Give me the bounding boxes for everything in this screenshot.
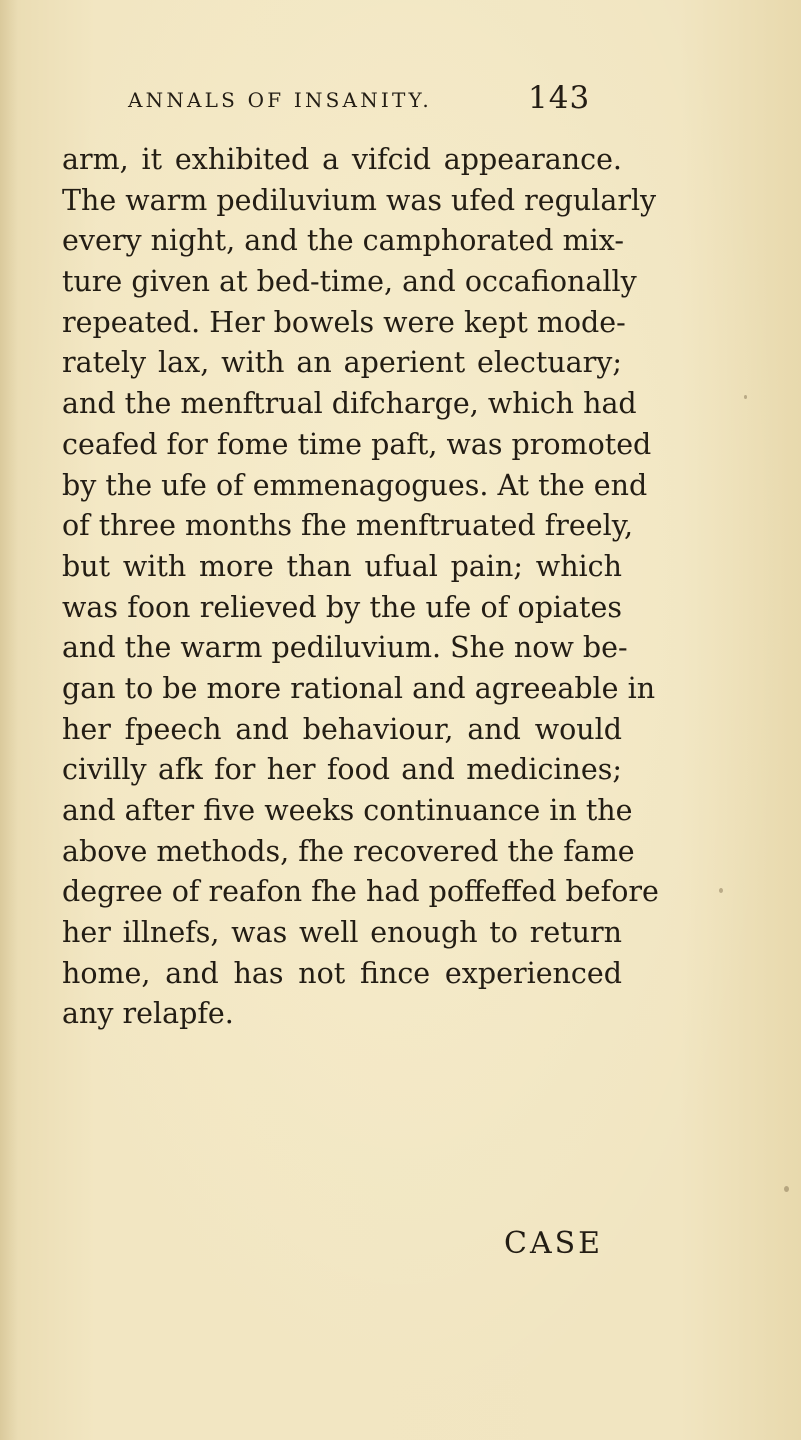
text-line: ture given at bed-time, and occafionally [62,265,637,299]
text-line: degree of reafon fhe had poffeffed before [62,875,659,909]
text-line: home, and has not fince experienced [62,956,622,990]
text-line-last: any relapfe. [62,997,234,1031]
text-line: civilly afk for her food and medicines; [62,753,622,787]
page-gutter-shadow [0,0,18,1440]
text-line: her illnefs, was well enough to return [62,916,622,950]
text-line: by the ufe of emmenagogues. At the end [62,468,648,502]
running-head: ANNALS OF INSANITY. [128,88,432,112]
text-line: of three months fhe menftruated freely, [62,509,634,543]
paper-speck [744,395,747,399]
text-line: but with more than ufual pain; which [62,549,622,583]
paper-speck [784,1186,789,1192]
text-line: repeated. Her bowels were kept mode- [62,305,626,339]
text-line: every night, and the camphorated mix- [62,224,624,258]
text-line: gan to be more rational and agreeable in [62,671,656,705]
text-line: above methods, fhe recovered the fame [62,834,635,868]
page-number: 143 [528,80,591,116]
text-line: and the menftrual difcharge, which had [62,387,637,421]
body-text [62,140,659,1035]
text-line: rately lax, with an aperient electuary; [62,346,622,380]
text-line: The warm pediluvium was ufed regularly [62,183,657,217]
text-line: arm, it exhibited a vifcid appearance. [62,143,622,176]
text-line: her fpeech and behaviour, and would [62,712,622,746]
paper-speck [719,888,723,893]
text-line: and the warm pediluvium. She now be- [62,631,628,665]
catchword: CASE [504,1226,604,1261]
text-line: ceafed for fome time paft, was promoted [62,427,652,461]
text-line: was foon relieved by the ufe of opiates [62,590,622,624]
text-line: and after five weeks continuance in the [62,794,633,827]
